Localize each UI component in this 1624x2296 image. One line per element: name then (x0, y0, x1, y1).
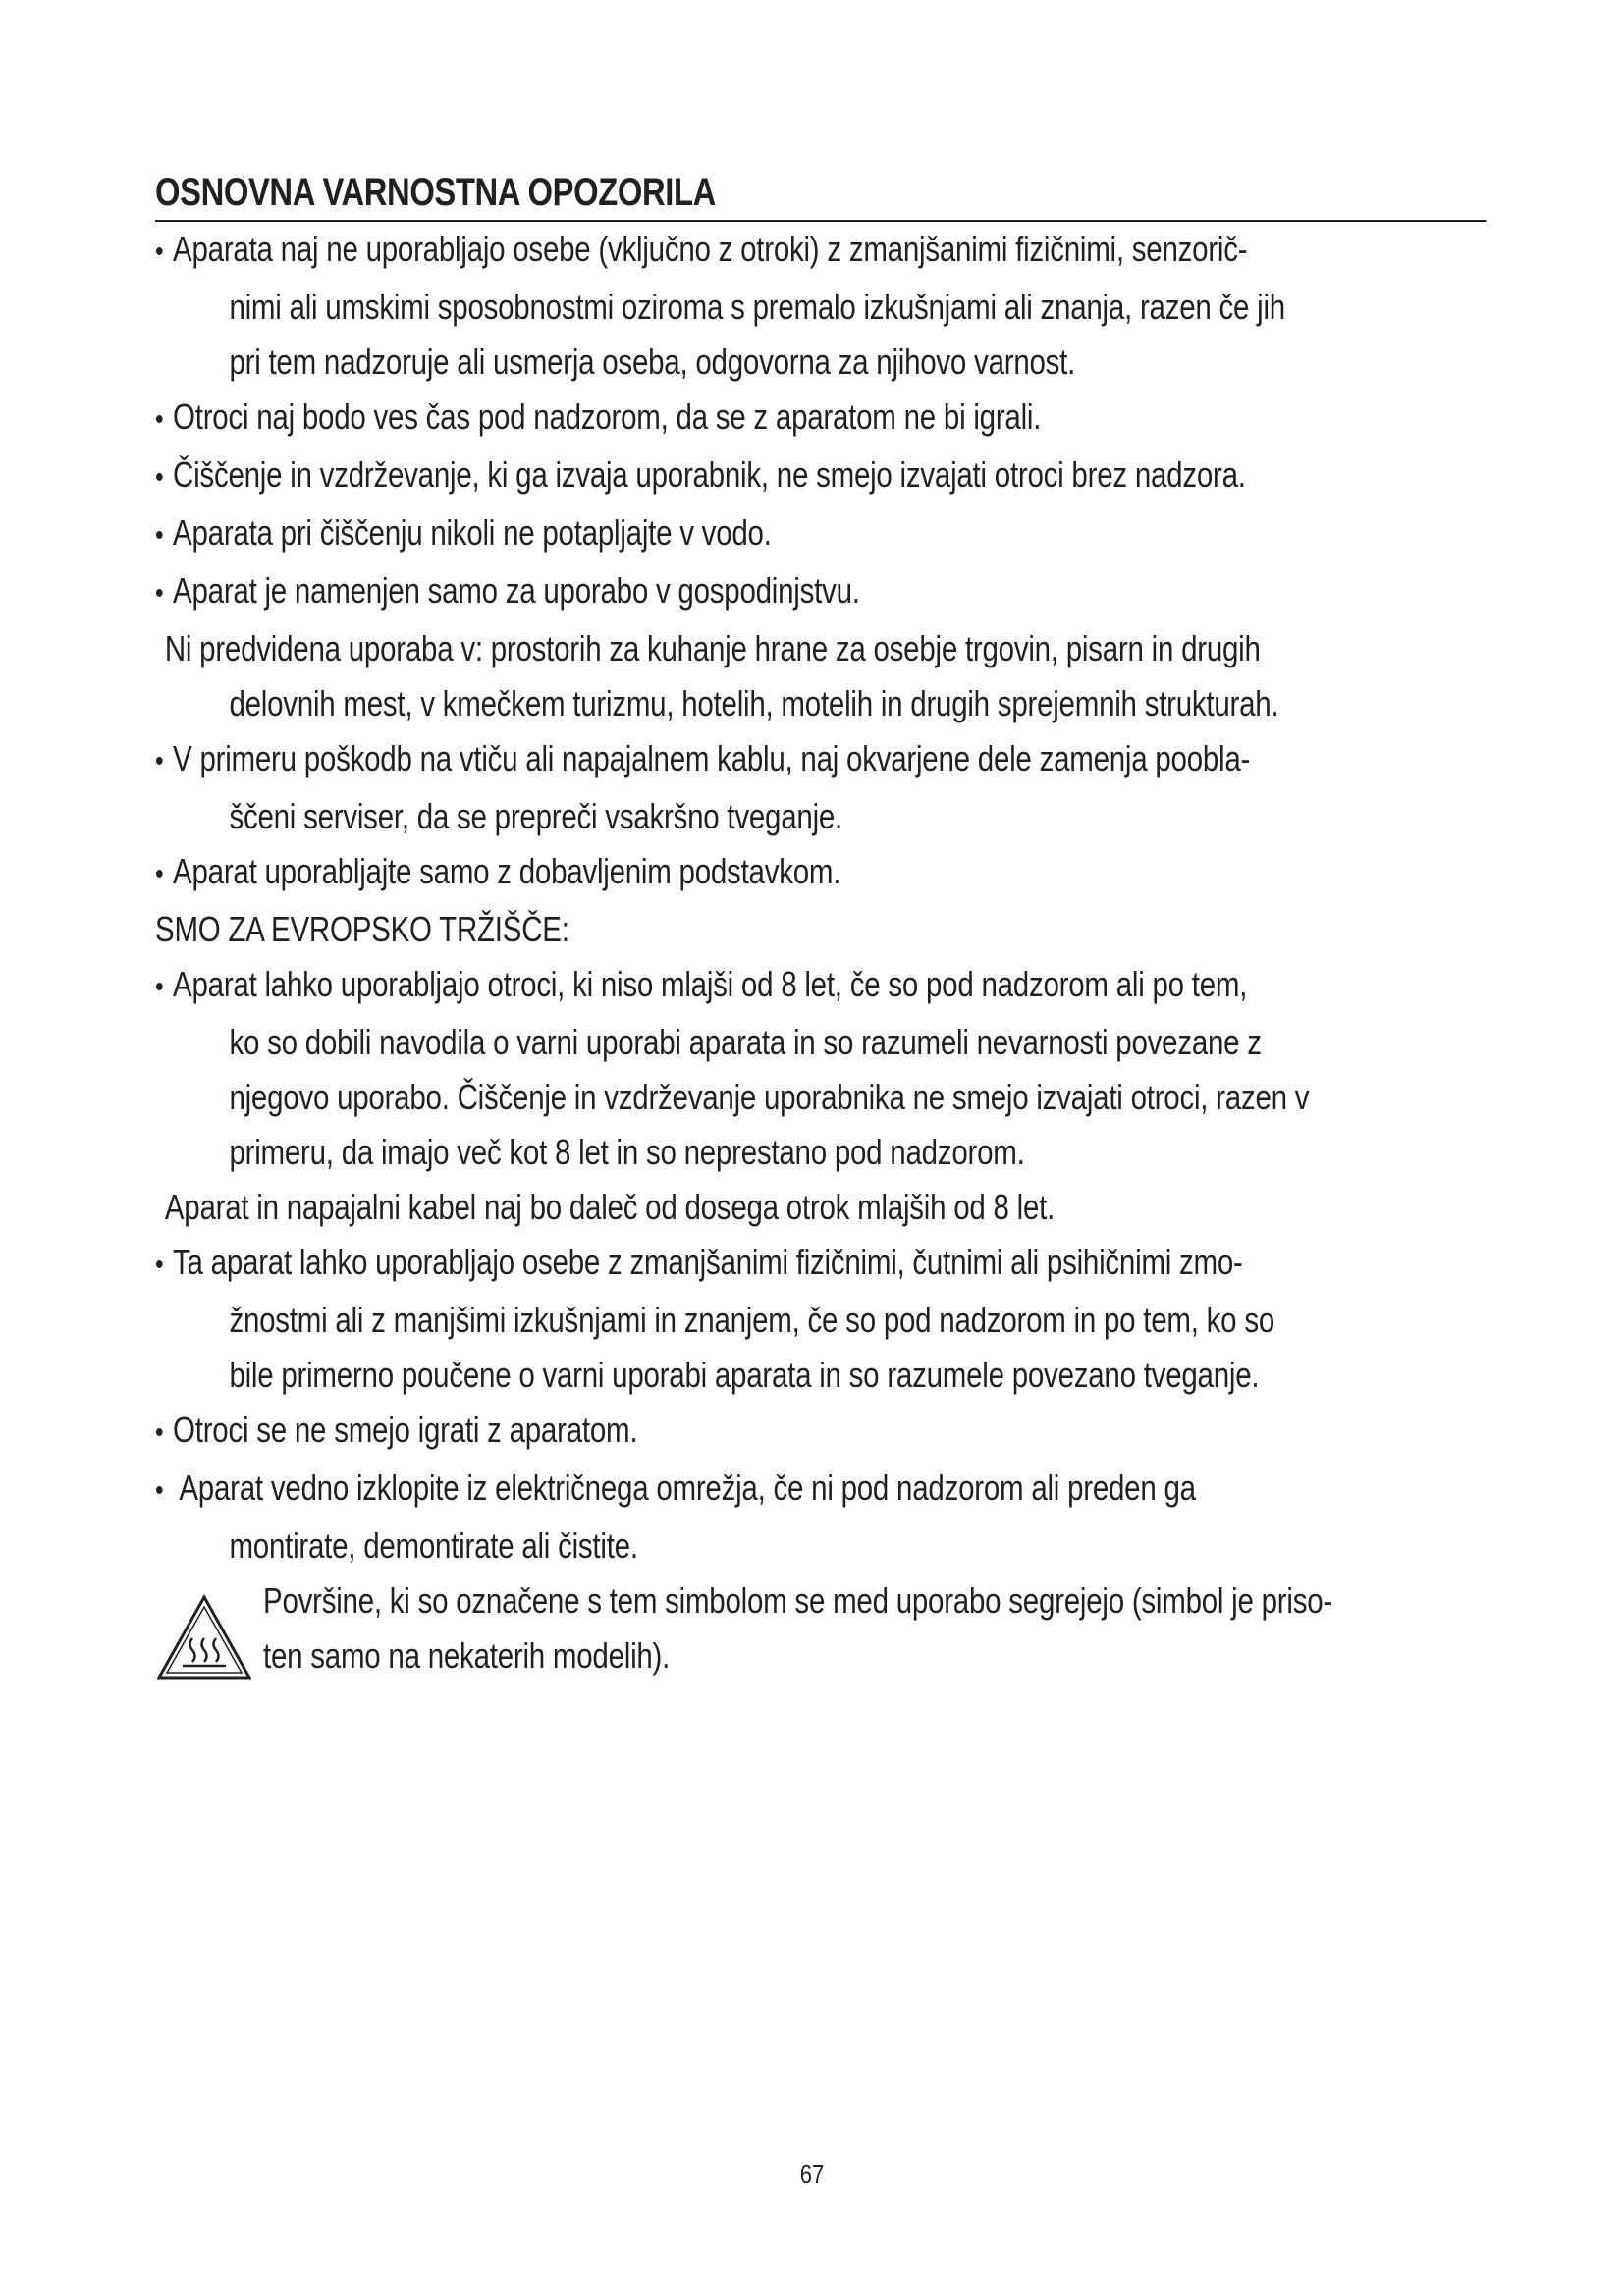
bullet-icon: • (155, 971, 164, 1003)
page-number: 67 (799, 2160, 825, 2189)
bullet-icon: • (155, 858, 164, 890)
bullet-text: Otroci naj bodo ves čas pod nadzorom, da se z aparatom ne bi igrali. (173, 397, 1042, 437)
bullet-icon: • (155, 1416, 164, 1449)
continuation-line: pri tem nadzoruje ali usmerja oseba, odgovorna za njihovo varnost. (229, 342, 1076, 382)
bullet-line (155, 1403, 1246, 1461)
bullet-text: Aparat uporabljajte samo z dobavljenim podstavkom. (173, 851, 841, 891)
page-title: OSNOVNA VARNOSTNA OPOZORILA (155, 167, 1487, 222)
warning-text (263, 1574, 1567, 1683)
hot-surface-warning-icon (155, 1593, 253, 1682)
warning-line-2: ten samo na nekaterih modelih). (263, 1635, 671, 1676)
bullet-line (155, 448, 1246, 506)
bullet-line (155, 390, 1246, 448)
continuation-line: montirate, demontirate ali čistite. (229, 1525, 638, 1566)
bullet-text: Aparat je namenjen samo za uporabo v gospodinjstvu. (173, 570, 860, 611)
bullet-icon: • (155, 236, 164, 268)
bullet-line (155, 222, 1246, 280)
continuation-line: bile primerno poučene o varni uporabi aparata in so razumele povezano tveganje. (229, 1355, 1260, 1395)
bullet-icon: • (155, 745, 164, 777)
bullet-icon: • (155, 1249, 164, 1281)
plain-line: Ni predvidena uporaba v: prostorih za kuhanje hrane za osebje trgovin, pisarn in drugih (164, 628, 1261, 668)
bullet-line (155, 731, 1251, 789)
bullet-line (155, 563, 1246, 621)
bullet-icon: • (155, 1474, 164, 1507)
bullet-text: Aparata pri čiščenju nikoli ne potapljajte v vodo. (173, 512, 772, 553)
text-lines (155, 222, 1486, 1574)
bullet-line (155, 1235, 1246, 1293)
bullet-icon: • (155, 461, 164, 494)
continuation-line: njegovo uporabo. Čiščenje in vzdrževanje uporabnika ne smejo izvajati otroci, razen v (229, 1077, 1310, 1117)
bullet-line (155, 1461, 1246, 1519)
bullet-text: Čiščenje in vzdrževanje, ki ga izvaja uporabnik, ne smejo izvajati otroci brez nadzora. (173, 454, 1246, 495)
bullet-icon: • (155, 403, 164, 436)
bullet-text: V primeru poškodb na vtiču ali napajalnem kablu, naj okvarjene dele zamenja poobla- (173, 738, 1251, 778)
safety-text (155, 222, 1486, 1683)
hot-surface-warning (155, 1574, 1486, 1683)
continuation-line: ščeni serviser, da se prepreči vsakršno tveganje. (229, 796, 843, 836)
page-content (155, 167, 1486, 1683)
bullet-text: Aparat lahko uporabljajo otroci, ki niso mlajši od 8 let, če so pod nadzorom ali po tem, (173, 964, 1248, 1004)
bullet-text: Aparat vedno izklopite iz električnega omrežja, če ni pod nadzorom ali preden ga (173, 1468, 1196, 1508)
bullet-icon: • (155, 519, 164, 552)
bullet-line (155, 844, 1246, 902)
bullet-text: Ta aparat lahko uporabljajo osebe z zmanjšanimi fizičnimi, čutnimi ali psihičnimi zmo- (173, 1242, 1243, 1282)
section-heading: SMO ZA EVROPSKO TRŽIŠČE: (155, 909, 569, 949)
bullet-line (155, 506, 1246, 563)
bullet-text: Aparata naj ne uporabljajo osebe (vključno z otroki) z zmanjšanimi fizičnimi, senzorič- (173, 229, 1248, 269)
warning-line-1: Površine, ki so označene s tem simbolom se med uporabo segrejejo (simbol je priso- (263, 1580, 1332, 1621)
continuation-line: nimi ali umskimi sposobnostmi oziroma s premalo izkušnjami ali znanja, razen če jih (229, 287, 1285, 327)
bullet-text: Otroci se ne smejo igrati z aparatom. (173, 1410, 638, 1450)
continuation-line: delovnih mest, v kmečkem turizmu, hotelih, motelih in drugih sprejemnih strukturah. (229, 683, 1279, 723)
bullet-line (155, 957, 1246, 1015)
bullet-icon: • (155, 577, 164, 610)
plain-line: Aparat in napajalni kabel naj bo daleč od dosega otrok mlajših od 8 let. (164, 1187, 1056, 1227)
continuation-line: ko so dobili navodila o varni uporabi aparata in so razumeli nevarnosti povezane z (229, 1022, 1262, 1062)
continuation-line: žnostmi ali z manjšimi izkušnjami in znanjem, če so pod nadzorom in po tem, ko so (229, 1300, 1275, 1340)
continuation-line: primeru, da imajo več kot 8 let in so neprestano pod nadzorom. (229, 1132, 1025, 1172)
